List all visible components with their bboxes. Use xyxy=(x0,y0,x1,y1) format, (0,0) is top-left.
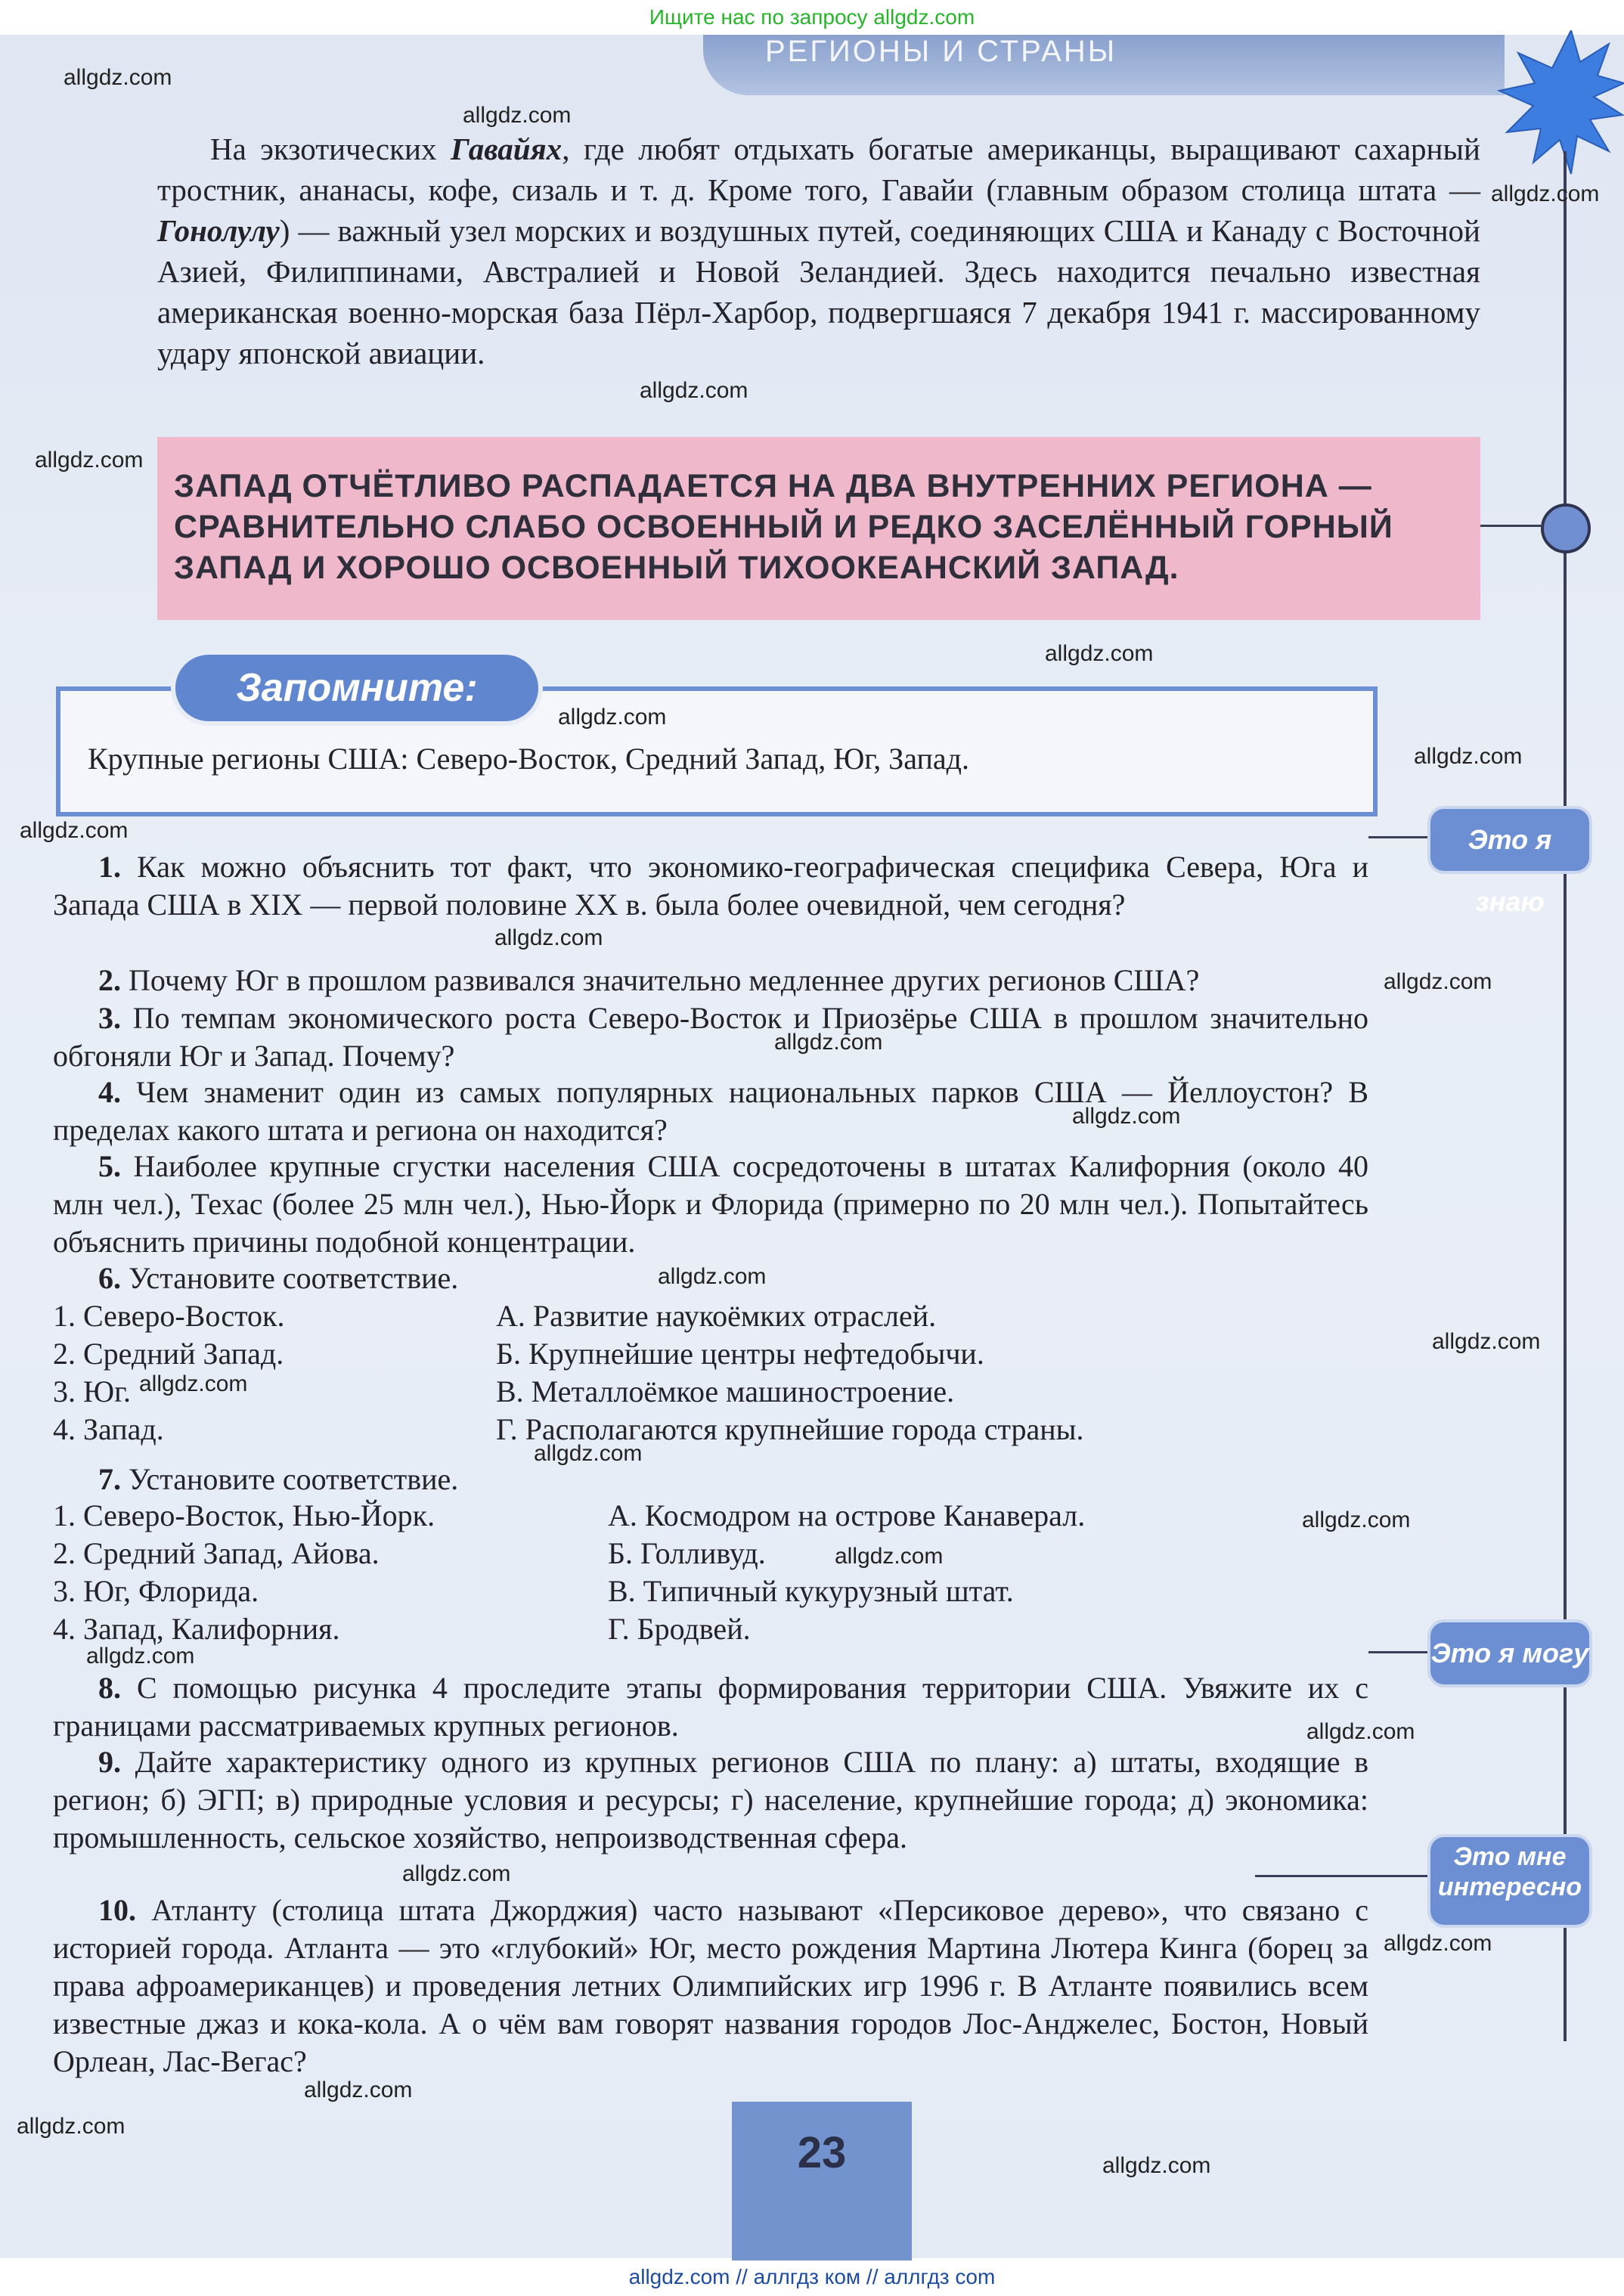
watermark: allgdz.com xyxy=(1045,641,1154,666)
q6-right-column xyxy=(496,1297,1084,1449)
key-statement-box xyxy=(157,437,1480,620)
margin-rail xyxy=(1564,151,1567,2041)
watermark: allgdz.com xyxy=(139,1371,248,1396)
bottom-banner-text[interactable]: allgdz.com // аллгдз ком // аллгдз com xyxy=(628,2265,996,2288)
question-10: 10. Атланту (столица штата Джорджия) часто называют «Персиковое дерево», что связано с историей города. Атланта — это «глубокий» Юг, место рождения Мартина Лютера Кинга (борец за права афроамериканцев) и проведения летних Олимпийских игр 1996 г. В Атланте появились всем известные джаз и кока-кола. А о чём вам говорят названия городов Лос-Анджелес, Бостон, Новый Орлеан, Лас-Вегас? xyxy=(53,1893,1368,2078)
rail-connector xyxy=(1255,1875,1429,1877)
list-item: В. Типичный кукурузный штат. xyxy=(608,1574,1014,1608)
tab-eto-mne-interesno[interactable] xyxy=(1430,1837,1589,1925)
page-number: 23 xyxy=(797,2128,847,2177)
remember-text: Крупные регионы США: Северо-Восток, Средний Запад, Юг, Запад. xyxy=(88,742,969,776)
question-6: 6. Установите соответствие. xyxy=(98,1261,459,1295)
list-item: 4. Запад, Калифорния. xyxy=(53,1612,340,1646)
watermark: allgdz.com xyxy=(86,1644,195,1669)
list-item: 1. Северо-Восток. xyxy=(53,1299,285,1333)
rail-connector xyxy=(1480,525,1541,527)
term-hawaii: Гавайях xyxy=(450,132,563,166)
bottom-banner[interactable] xyxy=(0,2258,1624,2296)
watermark: allgdz.com xyxy=(1102,2153,1211,2178)
list-item: 1. Северо-Восток, Нью-Йорк. xyxy=(53,1498,435,1532)
watermark: allgdz.com xyxy=(1306,1719,1415,1744)
page-number-box xyxy=(732,2102,912,2260)
watermark: allgdz.com xyxy=(558,705,667,730)
watermark: allgdz.com xyxy=(17,2114,126,2139)
watermark: allgdz.com xyxy=(534,1441,643,1466)
list-item: 2. Средний Запад. xyxy=(53,1337,284,1371)
section-header xyxy=(703,35,1505,95)
question-9: 9. Дайте характеристику одного из крупных регионов США по плану: а) штаты, входящие в регион; б) ЭГП; в) природные условия и ресурсы; г) население, крупнейшие города; д) экономика: промышленность, сельское хозяйство, непроизводственная сфера. xyxy=(53,1745,1368,1854)
list-item: 2. Средний Запад, Айова. xyxy=(53,1536,380,1570)
question-2: 2. Почему Юг в прошлом развивался значительно медленнее других регионов США? xyxy=(98,963,1200,997)
question-4: 4. Чем знаменит один из самых популярных национальных парков США — Йеллоустон? В пределах какого штата и региона он находится? xyxy=(53,1075,1368,1147)
list-item: А. Развитие наукоёмких отраслей. xyxy=(496,1299,937,1333)
rail-marker-icon xyxy=(1541,504,1591,553)
list-item: Г. Бродвей. xyxy=(608,1612,751,1646)
question-1: 1. Как можно объяснить тот факт, что экономико-географическая специфика Севера, Юга и Запада США в XIX — первой половине XX в. была более очевидной, чем сегодня? xyxy=(53,850,1368,922)
remember-title: Запомните: xyxy=(175,655,538,721)
q7-left-column xyxy=(53,1497,435,1648)
question-5: 5. Наиболее крупные сгустки населения США сосредоточены в штатах Калифорния (около 40 млн чел.), Техас (более 25 млн чел.), Нью-Йорк и Флорида (примерно по 20 млн чел.). Попытайтесь объяснить причины подобной концентрации. xyxy=(53,1149,1368,1259)
question-3: 3. По темпам экономического роста Северо-Восток и Приозёрье США в прошлом значительно обгоняли Юг и Запад. Почему? xyxy=(53,1001,1368,1073)
watermark: allgdz.com xyxy=(1072,1104,1181,1129)
list-item: 4. Запад. xyxy=(53,1412,164,1446)
top-banner[interactable] xyxy=(0,0,1624,35)
tab-eto-ya-znayu[interactable] xyxy=(1430,809,1589,917)
question-7: 7. Установите соответствие. xyxy=(98,1462,459,1496)
watermark: allgdz.com xyxy=(658,1264,767,1289)
watermark: allgdz.com xyxy=(64,65,172,90)
list-item: Б. Голливуд. xyxy=(608,1536,766,1570)
starburst-icon xyxy=(1480,30,1624,181)
tab-label-line1: Это мне xyxy=(1453,1842,1567,1871)
tab-label: Это я могу xyxy=(1430,1638,1589,1669)
tab-eto-ya-mogu[interactable] xyxy=(1430,1622,1589,1684)
list-item: 3. Юг, Флорида. xyxy=(53,1574,259,1608)
rail-connector xyxy=(1368,836,1429,838)
intro-paragraph: На экзотических Гавайях, где любят отдыхать богатые американцы, выращивают сахарный тростник, ананасы, кофе, сизаль и т. д. Кроме того, Гавайи (главным образом столица штата — Гонолулу) — важный узел морских и воздушных путей, соединяющих США и Канаду с Восточной Азией, Филиппинами, Австралией и Новой Зеландией. Здесь находится печально известная американская военно-морская база Пёрл-Харбор, подвергшаяся 7 декабря 1941 г. массированному удару японской авиации. xyxy=(157,132,1480,370)
list-item: 3. Юг. xyxy=(53,1374,132,1408)
top-banner-text[interactable]: Ищите нас по запросу allgdz.com xyxy=(649,5,975,29)
watermark: allgdz.com xyxy=(640,378,748,403)
tab-label: Это я знаю xyxy=(1467,824,1552,917)
watermark: allgdz.com xyxy=(463,103,572,128)
tab-label-line2: интересно xyxy=(1437,1873,1582,1901)
watermark: allgdz.com xyxy=(1432,1329,1541,1354)
watermark: allgdz.com xyxy=(1384,969,1492,994)
rail-connector xyxy=(1368,1651,1429,1653)
question-8: 8. С помощью рисунка 4 проследите этапы формирования территории США. Увяжите их с границами рассматриваемых крупных регионов. xyxy=(53,1671,1368,1743)
watermark: allgdz.com xyxy=(835,1544,944,1569)
watermark: allgdz.com xyxy=(1384,1931,1492,1956)
watermark: allgdz.com xyxy=(20,818,129,843)
key-statement: ЗАПАД ОТЧЁТЛИВО РАСПАДАЕТСЯ НА ДВА ВНУТРЕННИХ РЕГИОНА — СРАВНИТЕЛЬНО СЛАБО ОСВОЕННЫЙ И РЕДКО ЗАСЕЛЁННЫЙ ГОРНЫЙ ЗАПАД И ХОРОШО ОСВОЕННЫЙ ТИХООКЕАНСКИЙ ЗАПАД. xyxy=(174,468,1393,586)
watermark: allgdz.com xyxy=(304,2078,413,2102)
watermark: allgdz.com xyxy=(1414,744,1523,769)
watermark: allgdz.com xyxy=(774,1030,883,1055)
watermark: allgdz.com xyxy=(1302,1507,1411,1532)
q7-right-column xyxy=(608,1497,1085,1648)
list-item: А. Космодром на острове Канаверал. xyxy=(608,1498,1086,1532)
watermark: allgdz.com xyxy=(1491,181,1600,206)
watermark: allgdz.com xyxy=(494,925,603,950)
section-header-title: РЕГИОНЫ И СТРАНЫ xyxy=(765,35,1117,68)
list-item: В. Металлоёмкое машиностроение. xyxy=(496,1374,955,1408)
watermark: allgdz.com xyxy=(402,1861,511,1886)
watermark: allgdz.com xyxy=(35,448,144,473)
list-item: Г. Располагаются крупнейшие города страны. xyxy=(496,1412,1084,1446)
list-item: Б. Крупнейшие центры нефтедобычи. xyxy=(496,1337,984,1371)
term-honolulu: Гонолулу xyxy=(157,213,280,248)
